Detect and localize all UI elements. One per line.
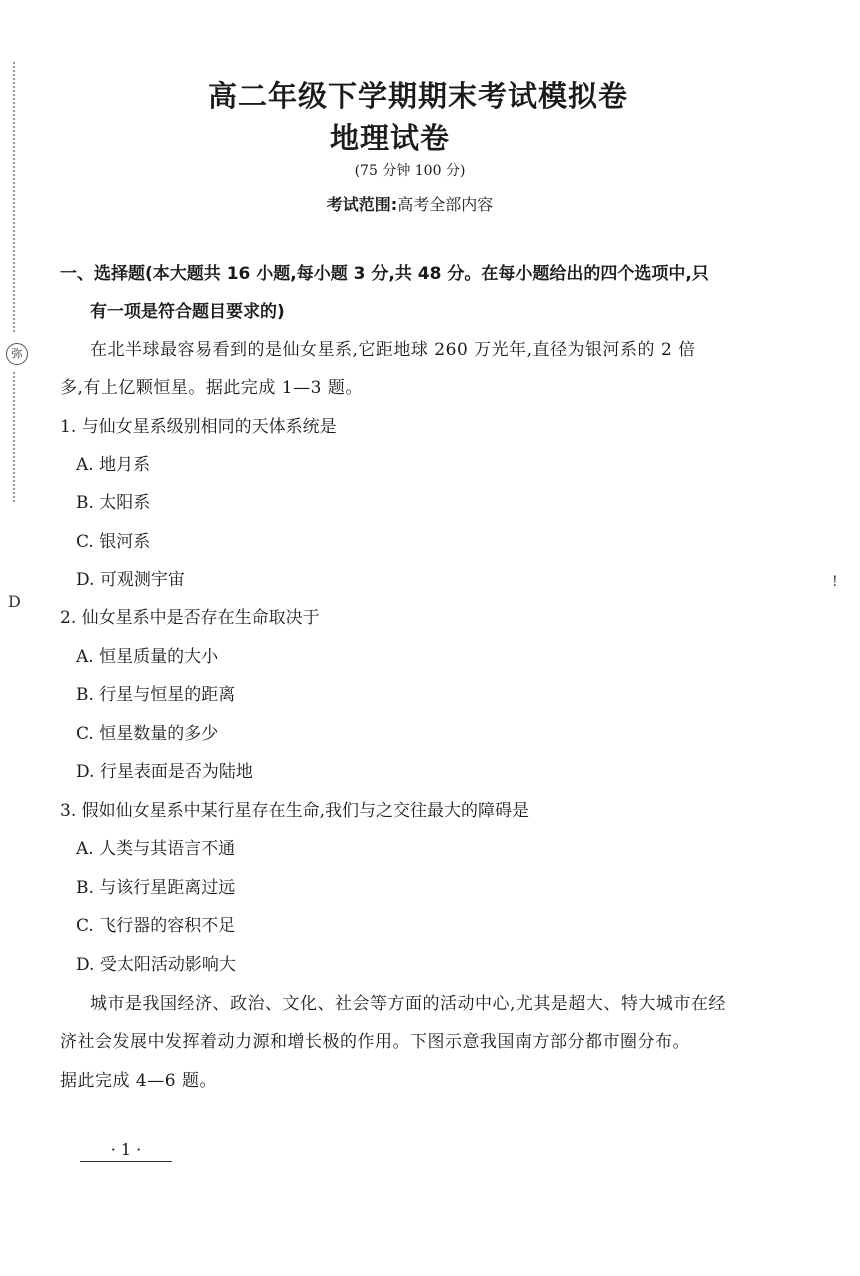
answer-option: B. 行星与恒星的距离 [76, 685, 236, 705]
passage2-line: 据此完成 4—6 题。 [60, 1071, 217, 1091]
answer-option: A. 人类与其语言不通 [76, 839, 236, 859]
question-stem: 2. 仙女星系中是否存在生命取决于 [60, 608, 320, 628]
answer-option: B. 与该行星距离过远 [76, 878, 236, 898]
binding-seal-mark: 弥 [6, 343, 28, 365]
exam-scope-value: 高考全部内容 [397, 195, 494, 214]
section-heading-cont: 有一项是符合题目要求的) [90, 302, 285, 322]
answer-option: C. 飞行器的容积不足 [76, 916, 236, 936]
question-stem: 1. 与仙女星系级别相同的天体系统是 [60, 417, 337, 437]
question-stem: 3. 假如仙女星系中某行星存在生命,我们与之交往最大的障碍是 [60, 801, 530, 821]
answer-option: A. 地月系 [76, 455, 151, 475]
section-heading: 一、选择题(本大题共 16 小题,每小题 3 分,共 48 分。在每小题给出的四个选项中,只 [60, 264, 709, 284]
exam-scope-label: 考试范围: [326, 195, 398, 214]
exam-title: 高二年级下学期期末考试模拟卷 [207, 79, 628, 113]
margin-tick-left: D [8, 592, 21, 611]
answer-option: D. 行星表面是否为陆地 [76, 762, 253, 782]
answer-option: C. 恒星数量的多少 [76, 724, 219, 744]
passage1-line: 在北半球最容易看到的是仙女星系,它距地球 260 万光年,直径为银河系的 2 倍 [90, 340, 696, 360]
answer-option: D. 可观测宇宙 [76, 570, 185, 590]
passage1-line: 多,有上亿颗恒星。据此完成 1—3 题。 [60, 378, 363, 398]
binding-line-bottom [13, 372, 15, 502]
page-number: · 1 · [80, 1140, 172, 1162]
answer-option: D. 受太阳活动影响大 [76, 955, 236, 975]
answer-option: B. 太阳系 [76, 493, 151, 513]
answer-option: A. 恒星质量的大小 [76, 647, 219, 667]
margin-tick-right: ! [832, 574, 838, 590]
subject-title: 地理试卷 [329, 121, 450, 155]
exam-time-info: (75 分钟 100 分) [354, 163, 466, 179]
passage2-line: 城市是我国经济、政治、文化、社会等方面的活动中心,尤其是超大、特大城市在经 [90, 994, 726, 1014]
answer-option: C. 银河系 [76, 532, 151, 552]
exam-scope [0, 192, 820, 215]
passage2-line: 济社会发展中发挥着动力源和增长极的作用。下图示意我国南方部分都市圈分布。 [60, 1032, 690, 1052]
